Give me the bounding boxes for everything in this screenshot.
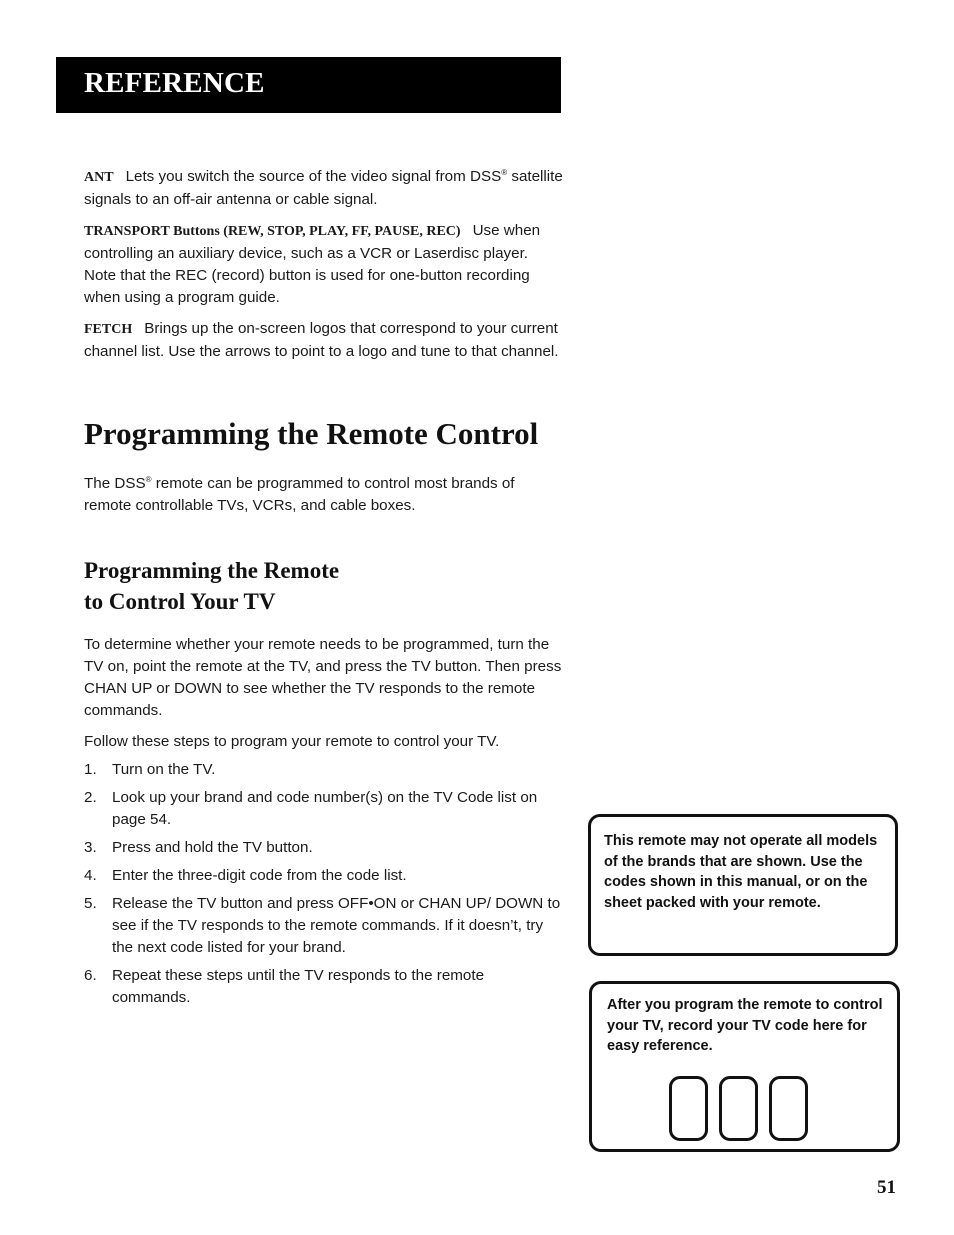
step-number: 3. [84,839,97,856]
code-digit-box [669,1076,708,1141]
list-item [84,787,564,831]
intro-text-cont: remote can be programmed to control most brands of remote controllable TVs, VCRs, and cable boxes. [84,475,515,514]
definition-text: Lets you switch the source of the video signal from DSS [125,168,502,185]
definition-term: FETCH [84,322,133,337]
registered-mark: ® [145,474,152,484]
section-title: REFERENCE [84,67,265,99]
list-item [84,837,564,859]
step-text: Turn on the TV. [112,761,216,778]
compatibility-note [588,814,898,956]
step-text: Look up your brand and code number(s) on the TV Code list on page 54. [112,789,538,828]
subsection-heading-line1: Programming the Remote [84,558,340,583]
steps-list [84,759,564,1009]
subsection-heading-line2: to Control Your TV [84,589,276,614]
section-banner [56,57,561,113]
step-text: Press and hold the TV button. [112,839,313,856]
page-number: 51 [877,1177,896,1198]
code-digit-box [719,1076,758,1141]
subsection-heading [84,555,484,617]
body-paragraph: To determine whether your remote needs to be programmed, turn the TV on, point the remote at the TV, and press the TV button. Then press CHAN UP or DOWN to see whether the TV responds to the remote commands. [84,636,562,719]
note-text: This remote may not operate all models of the brands that are shown. Use the codes shown in this manual, or on the sheet packed with your remote. [604,833,878,911]
definition-term: ANT [84,170,114,185]
list-item [84,759,564,781]
definition-ant [84,166,564,211]
definitions-list [84,166,564,372]
definition-fetch [84,318,564,363]
definition-text: Use when controlling an auxiliary device, such as a VCR or Laserdisc player. Note that the REC (record) button is used for one-button recording when using a program guide. [84,222,541,306]
body-paragraph: Follow these steps to program your remote to control your TV. [84,733,500,750]
list-item [84,965,564,1009]
step-text: Repeat these steps until the TV responds to the remote commands. [112,967,485,1006]
code-digit-box [769,1076,808,1141]
note-text: After you program the remote to control your TV, record your TV code here for easy reference. [607,997,883,1054]
step-number: 6. [84,967,97,984]
intro-paragraph [84,473,564,517]
intro-text: The DSS [84,475,146,492]
step-text: Release the TV button and press OFF•ON or CHAN UP/ DOWN to see if the TV responds to the remote commands. If it doesn’t, try the next code listed for your brand. [112,895,561,956]
step-number: 1. [84,761,97,778]
definition-text-cont: satellite signals to an off-air antenna or cable signal. [84,168,563,208]
registered-mark: ® [501,167,508,177]
step-number: 2. [84,789,97,806]
step-number: 4. [84,867,97,884]
list-item [84,893,564,959]
step-text: Enter the three-digit code from the code list. [112,867,407,884]
definition-term: TRANSPORT Buttons (REW, STOP, PLAY, FF, PAUSE, REC) [84,224,461,239]
step-number: 5. [84,895,97,912]
list-item [84,865,564,887]
definition-text: Brings up the on-screen logos that correspond to your current channel list. Use the arrows to point to a logo and tune to that channel. [84,320,559,360]
section-heading: Programming the Remote Control [84,416,539,451]
section-intro [84,473,564,526]
subsection-body [84,634,564,1015]
definition-transport [84,220,564,309]
code-record-note [589,981,900,1152]
